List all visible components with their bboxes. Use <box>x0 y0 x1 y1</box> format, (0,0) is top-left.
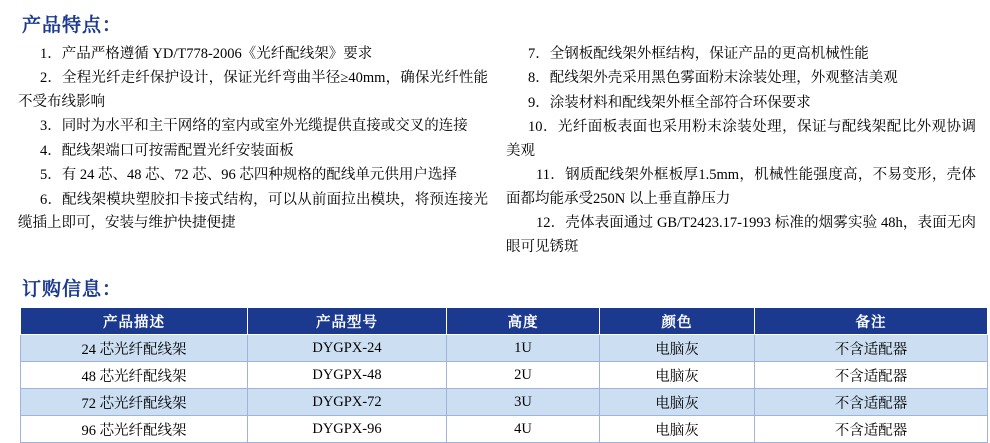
cell-model: DYGPX-48 <box>248 362 447 389</box>
features-title: 产品特点： <box>22 15 123 36</box>
feature-item: 1．产品严格遵循 YD/T778-2006《光纤配线架》要求 <box>40 46 373 62</box>
column-header-model: 产品型号 <box>248 308 447 335</box>
cell-description: 96 芯光纤配线架 <box>21 416 248 443</box>
cell-height: 3U <box>447 389 600 416</box>
table-row <box>21 335 988 362</box>
cell-model: DYGPX-96 <box>248 416 447 443</box>
column-header-height: 高度 <box>447 308 600 335</box>
feature-item: 2．全程光纤走纤保护设计，保证光纤弯曲半径≥40mm，确保光纤性能不受布线影响 <box>18 70 488 110</box>
cell-remark: 不含适配器 <box>755 362 988 389</box>
order-section <box>18 274 972 443</box>
order-title: 订购信息： <box>22 279 123 301</box>
cell-description: 24 芯光纤配线架 <box>21 335 248 362</box>
table-row <box>21 362 988 389</box>
feature-item: 7．全钢板配线架外框结构，保证产品的更高机械性能 <box>528 46 869 62</box>
cell-color: 电脑灰 <box>600 362 755 389</box>
feature-item: 5．有 24 芯、48 芯、72 芯、96 芯四种规格的配线单元供用户选择 <box>40 167 457 184</box>
feature-item: 12．壳体表面通过 GB/T2423.17-1993 标准的烟雾实验 48h，表面无肉眼可见锈斑 <box>506 215 976 255</box>
feature-item: 10．光纤面板表面也采用粉末涂装处理，保证与配线架配比外观协调美观 <box>506 119 976 159</box>
column-header-remark: 备注 <box>755 308 988 335</box>
cell-height: 1U <box>447 335 600 362</box>
cell-description: 72 芯光纤配线架 <box>21 389 248 416</box>
feature-item: 4．配线架端口可按需配置光纤安装面板 <box>40 142 294 159</box>
cell-color: 电脑灰 <box>600 416 755 443</box>
feature-item: 6．配线架模块塑胶扣卡接式结构，可以从前面拉出模块，将预连接光缆插上即可，安装与维护快捷便捷 <box>18 191 488 232</box>
feature-item: 9．涂装材料和配线架外框全部符合环保要求 <box>528 94 811 111</box>
features-left-column <box>18 43 488 237</box>
column-header-color: 颜色 <box>600 308 755 335</box>
feature-item: 11．钢质配线架外框板厚1.5mm，机械性能强度高，不易变形，壳体面都均能承受250N 以上垂直静压力 <box>506 167 976 207</box>
cell-remark: 不含适配器 <box>755 335 988 362</box>
cell-remark: 不含适配器 <box>755 389 988 416</box>
column-header-description: 产品描述 <box>21 308 248 335</box>
features-section <box>18 43 976 260</box>
cell-color: 电脑灰 <box>600 389 755 416</box>
cell-description: 48 芯光纤配线架 <box>21 362 248 389</box>
cell-color: 电脑灰 <box>600 335 755 362</box>
cell-model: DYGPX-24 <box>248 335 447 362</box>
cell-model: DYGPX-72 <box>248 389 447 416</box>
feature-item: 8．配线架外壳采用黑色雾面粉末涂装处理，外观整洁美观 <box>528 70 898 87</box>
table-row <box>21 416 988 443</box>
order-table <box>20 307 988 443</box>
table-row <box>21 389 988 416</box>
features-right-column <box>506 43 976 260</box>
feature-item: 3．同时为水平和主干网络的室内或室外光缆提供直接或交叉的连接 <box>40 118 468 135</box>
cell-height: 2U <box>447 362 600 389</box>
cell-remark: 不含适配器 <box>755 416 988 443</box>
table-header-row <box>21 308 988 335</box>
cell-height: 4U <box>447 416 600 443</box>
